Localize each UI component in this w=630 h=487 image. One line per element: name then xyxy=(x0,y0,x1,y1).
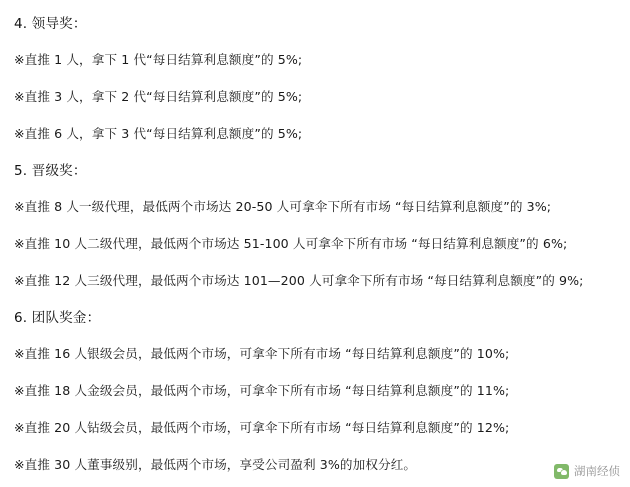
wechat-icon xyxy=(554,464,569,479)
list-item: ※直推 18 人金级会员，最低两个市场，可拿伞下所有市场 “每日结算利息额度”的 11%; xyxy=(14,382,510,398)
section-leadership-award xyxy=(14,8,616,153)
list-item: ※直推 30 人董事级别，最低两个市场，享受公司盈利 3%的加权分红。 xyxy=(14,456,417,472)
section-heading: 4. 领导奖： xyxy=(14,16,87,32)
section-promotion-award xyxy=(14,155,616,300)
list-item: ※直推 12 人三级代理，最低两个市场达 101—200 人可拿伞下所有市场 “每日结算利息额度”的 9%; xyxy=(14,272,584,288)
section-heading: 5. 晋级奖： xyxy=(14,162,87,179)
section-heading: 6. 团队奖金： xyxy=(14,309,101,326)
list-item: ※直推 6 人，拿下 3 代“每日结算利息额度”的 5%; xyxy=(14,126,303,142)
watermark xyxy=(554,463,620,479)
list-item: ※直推 10 人二级代理，最低两个市场达 51-100 人可拿伞下所有市场 “每日结算利息额度”的 6%; xyxy=(14,236,568,252)
list-item: ※直推 20 人钻级会员，最低两个市场，可拿伞下所有市场 “每日结算利息额度”的 12%; xyxy=(14,419,510,435)
watermark-label: 湖南经侦 xyxy=(574,464,620,478)
section-team-bonus xyxy=(14,302,616,484)
list-item: ※直推 3 人，拿下 2 代“每日结算利息额度”的 5%; xyxy=(14,89,303,105)
list-item: ※直推 16 人银级会员，最低两个市场，可拿伞下所有市场 “每日结算利息额度”的 10%; xyxy=(14,346,510,362)
list-item: ※直推 1 人，拿下 1 代“每日结算利息额度”的 5%; xyxy=(14,52,303,68)
list-item: ※直推 8 人一级代理，最低两个市场达 20-50 人可拿伞下所有市场 “每日结算利息额度”的 3%; xyxy=(14,199,552,215)
